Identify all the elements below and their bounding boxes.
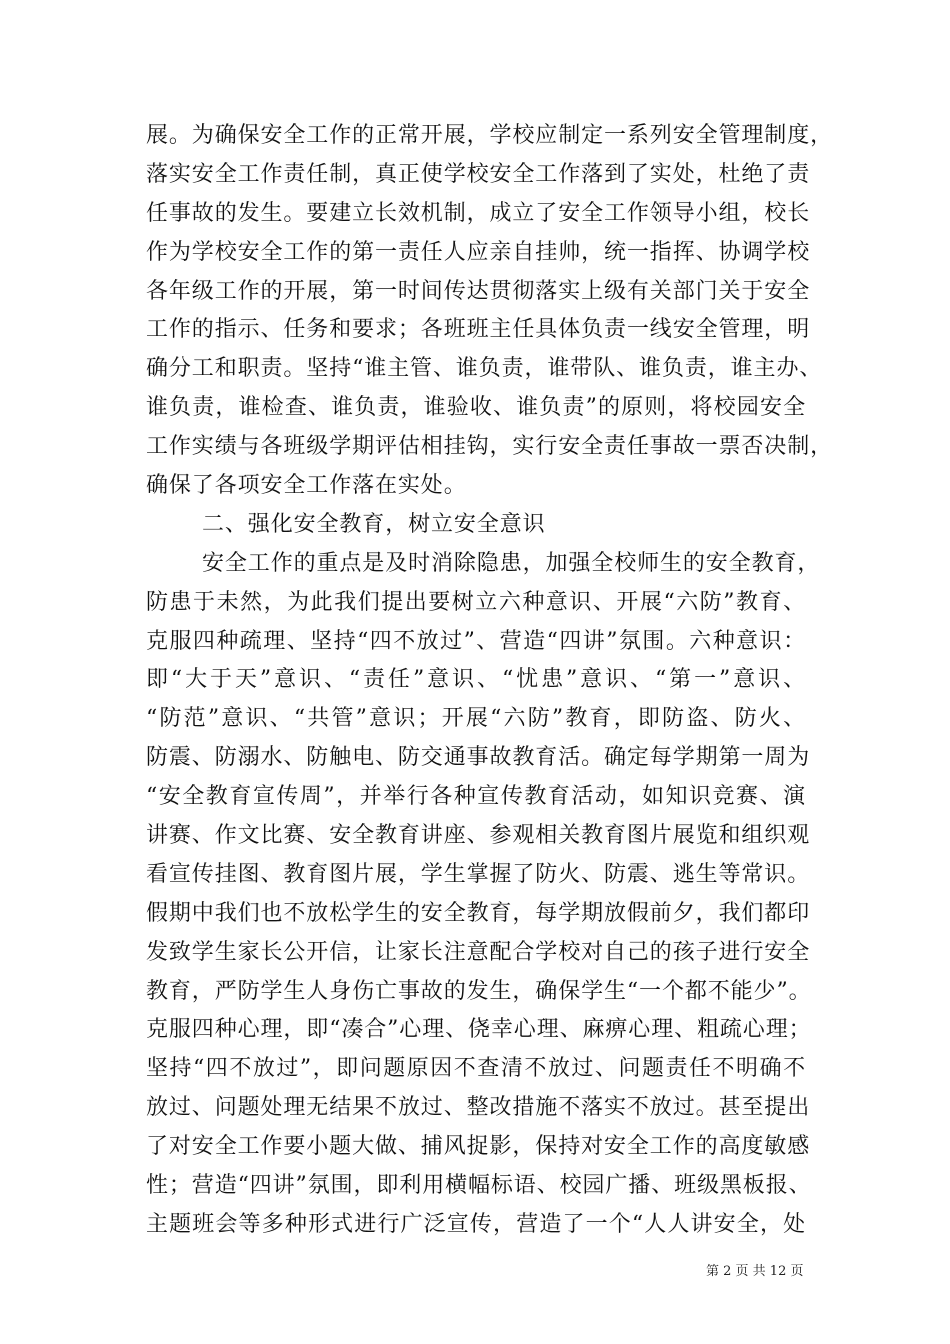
text-line: 克服四种心理，即“凑合”心理、侥幸心理、麻痹心理、粗疏心理； [146, 1017, 812, 1043]
page-number: 第 2 页 共 12 页 [706, 1264, 804, 1279]
text-line: 克服四种疏理、坚持“四不放过”、营造“四讲”氛围。六种意识： [146, 628, 806, 654]
text-line: 即“大于天”意识、“责任”意识、“忧患”意识、“第一”意识、 [146, 667, 806, 693]
text-line: 落实安全工作责任制，真正使学校安全工作落到了实处，杜绝了责 [146, 161, 811, 187]
text-line: 任事故的发生。要建立长效机制，成立了安全工作领导小组，校长 [146, 200, 811, 226]
text-line: 教育，严防学生人身伤亡事故的发生，确保学生“一个都不能少”。 [146, 978, 812, 1004]
text-line: 了对安全工作要小题大做、捕风捉影，保持对安全工作的高度敏感 [146, 1134, 811, 1160]
text-line: 作为学校安全工作的第一责任人应亲自挂帅，统一指挥、协调学校 [146, 239, 811, 265]
text-line: 发致学生家长公开信，让家长注意配合学校对自己的孩子进行安全 [146, 939, 811, 965]
text-line: 展。为确保安全工作的正常开展，学校应制定一系列安全管理制度， [146, 123, 834, 148]
text-line: 二、强化安全教育，树立安全意识 [202, 511, 546, 537]
text-line: “安全教育宣传周”，并举行各种宣传教育活动，如知识竞赛、演 [146, 784, 806, 810]
text-line: 防患于未然，为此我们提出要树立六种意识、开展“六防”教育、 [146, 589, 806, 615]
text-line: 工作实绩与各班级学期评估相挂钩，实行安全责任事故一票否决制， [146, 434, 834, 460]
text-line: 性；营造“四讲”氛围，即利用横幅标语、校园广播、班级黑板报、 [146, 1173, 812, 1199]
text-line: 安全工作的重点是及时消除隐患，加强全校师生的安全教育， [202, 550, 821, 576]
text-line: 防震、防溺水、防触电、防交通事故教育活。确定每学期第一周为 [146, 745, 811, 771]
body-text [146, 117, 834, 1245]
text-line: 看宣传挂图、教育图片展，学生掌握了防火、防震、逃生等常识。 [146, 861, 811, 887]
text-line: 假期中我们也不放松学生的安全教育，每学期放假前夕，我们都印 [146, 900, 811, 926]
text-line: 讲赛、作文比赛、安全教育讲座、参观相关教育图片展览和组织观 [146, 823, 811, 849]
text-line: 主题班会等多种形式进行广泛宣传，营造了一个“人人讲安全，处 [146, 1211, 806, 1237]
text-line: 谁负责，谁检查、谁负责，谁验收、谁负责”的原则，将校园安全 [146, 395, 806, 421]
text-line: “防范”意识、“共管”意识；开展“六防”教育，即防盗、防火、 [146, 706, 806, 732]
text-line: 坚持“四不放过”，即问题原因不查清不放过、问题责任不明确不 [146, 1056, 806, 1082]
text-line: 确分工和职责。坚持“谁主管、谁负责，谁带队、谁负责，谁主办、 [146, 356, 823, 382]
text-line: 工作的指示、任务和要求；各班班主任具体负责一线安全管理，明 [146, 317, 811, 343]
text-line: 各年级工作的开展，第一时间传达贯彻落实上级有关部门关于安全 [146, 278, 811, 304]
text-line: 确保了各项安全工作落在实处。 [146, 473, 467, 499]
text-line: 放过、问题处理无结果不放过、整改措施不落实不放过。甚至提出 [146, 1095, 811, 1121]
